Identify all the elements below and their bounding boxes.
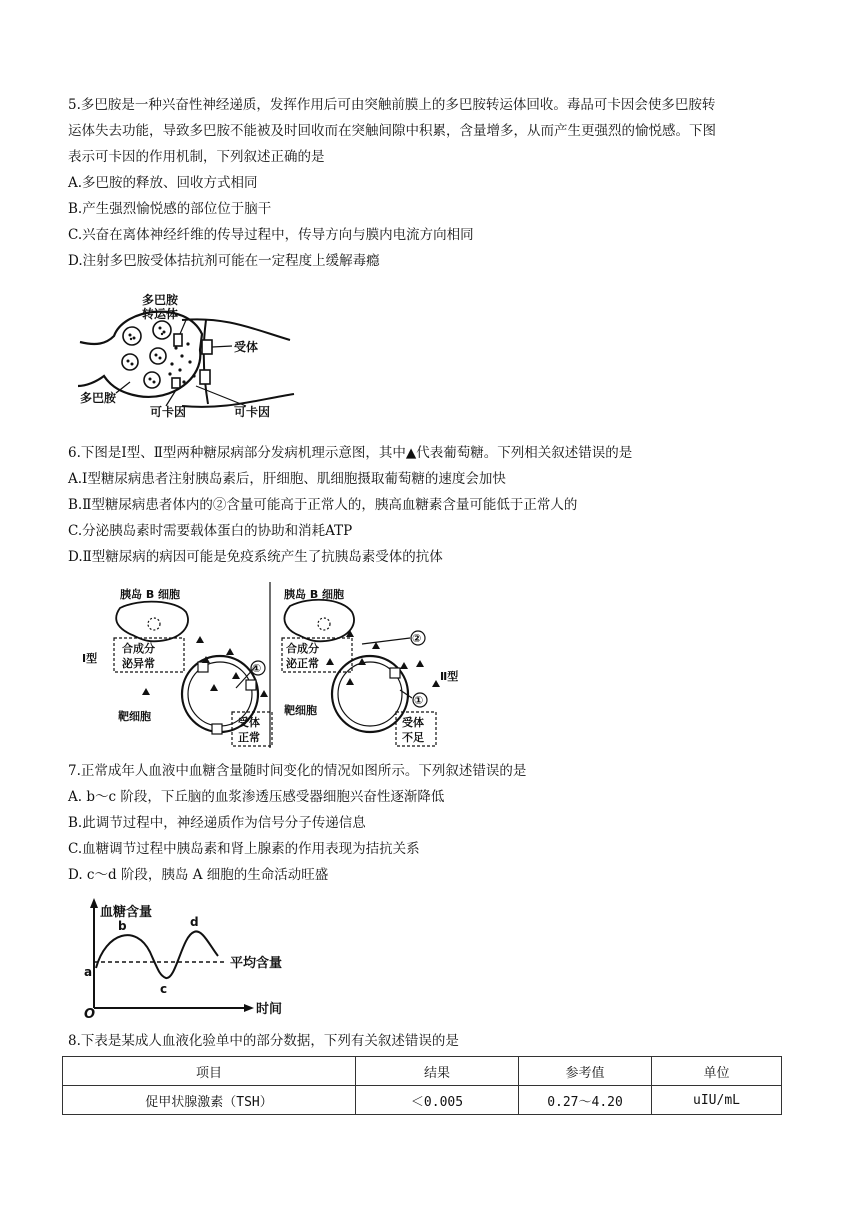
right-type-label: Ⅱ型 — [440, 670, 459, 683]
q7-option-d: D. c～d 阶段，胰岛 A 细胞的生命活动旺盛 — [68, 867, 329, 883]
q5-line-1: 5.多巴胺是一种兴奋性神经递质，发挥作用后可由突触前膜上的多巴胺转运体回收。毒品可卡因会使多巴胺转 — [68, 97, 716, 113]
label-receptor: 受体 — [234, 340, 259, 354]
table-header-row — [63, 1057, 782, 1086]
point-label-a: a — [84, 965, 93, 979]
right-islet-label: 胰岛 B 细胞 — [284, 588, 345, 601]
y-axis-label: 血糖含量 — [100, 905, 153, 920]
question-5 — [68, 92, 798, 274]
label-dopamine: 多巴胺 — [80, 391, 117, 405]
label-transporter-2: 转运体 — [142, 307, 179, 321]
question-8 — [68, 1028, 798, 1054]
left-mark-1: ① — [252, 662, 262, 675]
cell-item: 促甲状腺激素（TSH） — [63, 1086, 356, 1115]
right-mark-1: ① — [414, 694, 424, 707]
q5-option-d: D.注射多巴胺受体拮抗剂可能在一定程度上缓解毒瘾 — [68, 253, 380, 269]
label-cocaine-1: 可卡因 — [150, 405, 187, 419]
y-axis-arrow — [90, 898, 98, 908]
blood-glucose-chart — [78, 896, 300, 1020]
lab-result-table — [62, 1056, 782, 1115]
diabetes-diagram — [80, 582, 480, 748]
origin-label: O — [84, 1007, 96, 1020]
right-receptor-line-2: 不足 — [402, 731, 424, 744]
q7-line-1: 7.正常成年人血液中血糖含量随时间变化的情况如图所示。下列叙述错误的是 — [68, 763, 527, 779]
label-transporter-1: 多巴胺 — [142, 293, 179, 307]
left-target-label: 靶细胞 — [118, 710, 151, 723]
point-label-c: c — [160, 982, 168, 996]
average-line-label: 平均含量 — [230, 956, 283, 971]
q7-option-a: A. b～c 阶段，下丘脑的血浆渗透压感受器细胞兴奋性逐渐降低 — [68, 789, 445, 805]
glucose-curve — [96, 931, 218, 978]
q5-option-c: C.兴奋在离体神经纤维的传导过程中，传导方向与膜内电流方向相同 — [68, 227, 474, 243]
cell-unit: uIU/mL — [652, 1086, 782, 1115]
cell-result: ＜0.005 — [356, 1086, 519, 1115]
q5-line-3: 表示可卡因的作用机制，下列叙述正确的是 — [68, 149, 325, 165]
left-islet-label: 胰岛 B 细胞 — [120, 588, 181, 601]
left-type-label: Ⅰ型 — [82, 652, 98, 665]
q6-option-c: C.分泌胰岛素时需要载体蛋白的协助和消耗ATP — [68, 523, 353, 539]
q8-line-1: 8.下表是某成人血液化验单中的部分数据，下列有关叙述错误的是 — [68, 1033, 459, 1049]
header-reference: 参考值 — [519, 1057, 652, 1086]
cell-reference: 0.27～4.20 — [519, 1086, 652, 1115]
x-axis-label: 时间 — [256, 1002, 283, 1017]
q6-option-a: A.Ⅰ型糖尿病患者注射胰岛素后，肝细胞、肌细胞摄取葡萄糖的速度会加快 — [68, 471, 506, 487]
q5-line-2: 运体失去功能，导致多巴胺不能被及时回收而在突触间隙中积累，含量增多，从而产生更强烈的愉悦感。下图 — [68, 123, 716, 139]
q6-option-d: D.Ⅱ型糖尿病的病因可能是免疫系统产生了抗胰岛素受体的抗体 — [68, 549, 443, 565]
header-item: 项目 — [63, 1057, 356, 1086]
left-receptor-line-1: 受体 — [238, 716, 260, 729]
left-box-line-2: 泌异常 — [122, 657, 155, 670]
left-receptor-line-2: 正常 — [238, 731, 260, 744]
left-box-line-1: 合成分 — [122, 642, 155, 655]
q5-option-b: B.产生强烈愉悦感的部位位于脑干 — [68, 201, 272, 217]
question-7 — [68, 758, 798, 888]
right-mark-2: ② — [412, 632, 422, 645]
q7-option-c: C.血糖调节过程中胰岛素和肾上腺素的作用表现为拮抗关系 — [68, 841, 420, 857]
question-6 — [68, 440, 798, 570]
right-target-label: 靶细胞 — [284, 704, 317, 717]
q6-option-b: B.Ⅱ型糖尿病患者体内的②含量可能高于正常人的，胰高血糖素含量可能低于正常人的 — [68, 497, 578, 513]
right-receptor-line-1: 受体 — [402, 716, 424, 729]
point-label-d: d — [190, 915, 199, 929]
synapse-diagram — [76, 290, 306, 420]
right-box-line-2: 泌正常 — [286, 657, 319, 670]
x-axis-arrow — [244, 1004, 254, 1012]
q6-line-1: 6.下图是Ⅰ型、Ⅱ型两种糖尿病部分发病机理示意图，其中▲代表葡萄糖。下列相关叙述错误的是 — [68, 445, 633, 461]
q7-option-b: B.此调节过程中，神经递质作为信号分子传递信息 — [68, 815, 366, 831]
label-cocaine-2: 可卡因 — [234, 405, 271, 419]
q5-option-a: A.多巴胺的释放、回收方式相同 — [68, 175, 258, 191]
header-unit: 单位 — [652, 1057, 782, 1086]
header-result: 结果 — [356, 1057, 519, 1086]
point-label-b: b — [118, 919, 127, 933]
table-row — [63, 1086, 782, 1115]
right-box-line-1: 合成分 — [286, 642, 319, 655]
